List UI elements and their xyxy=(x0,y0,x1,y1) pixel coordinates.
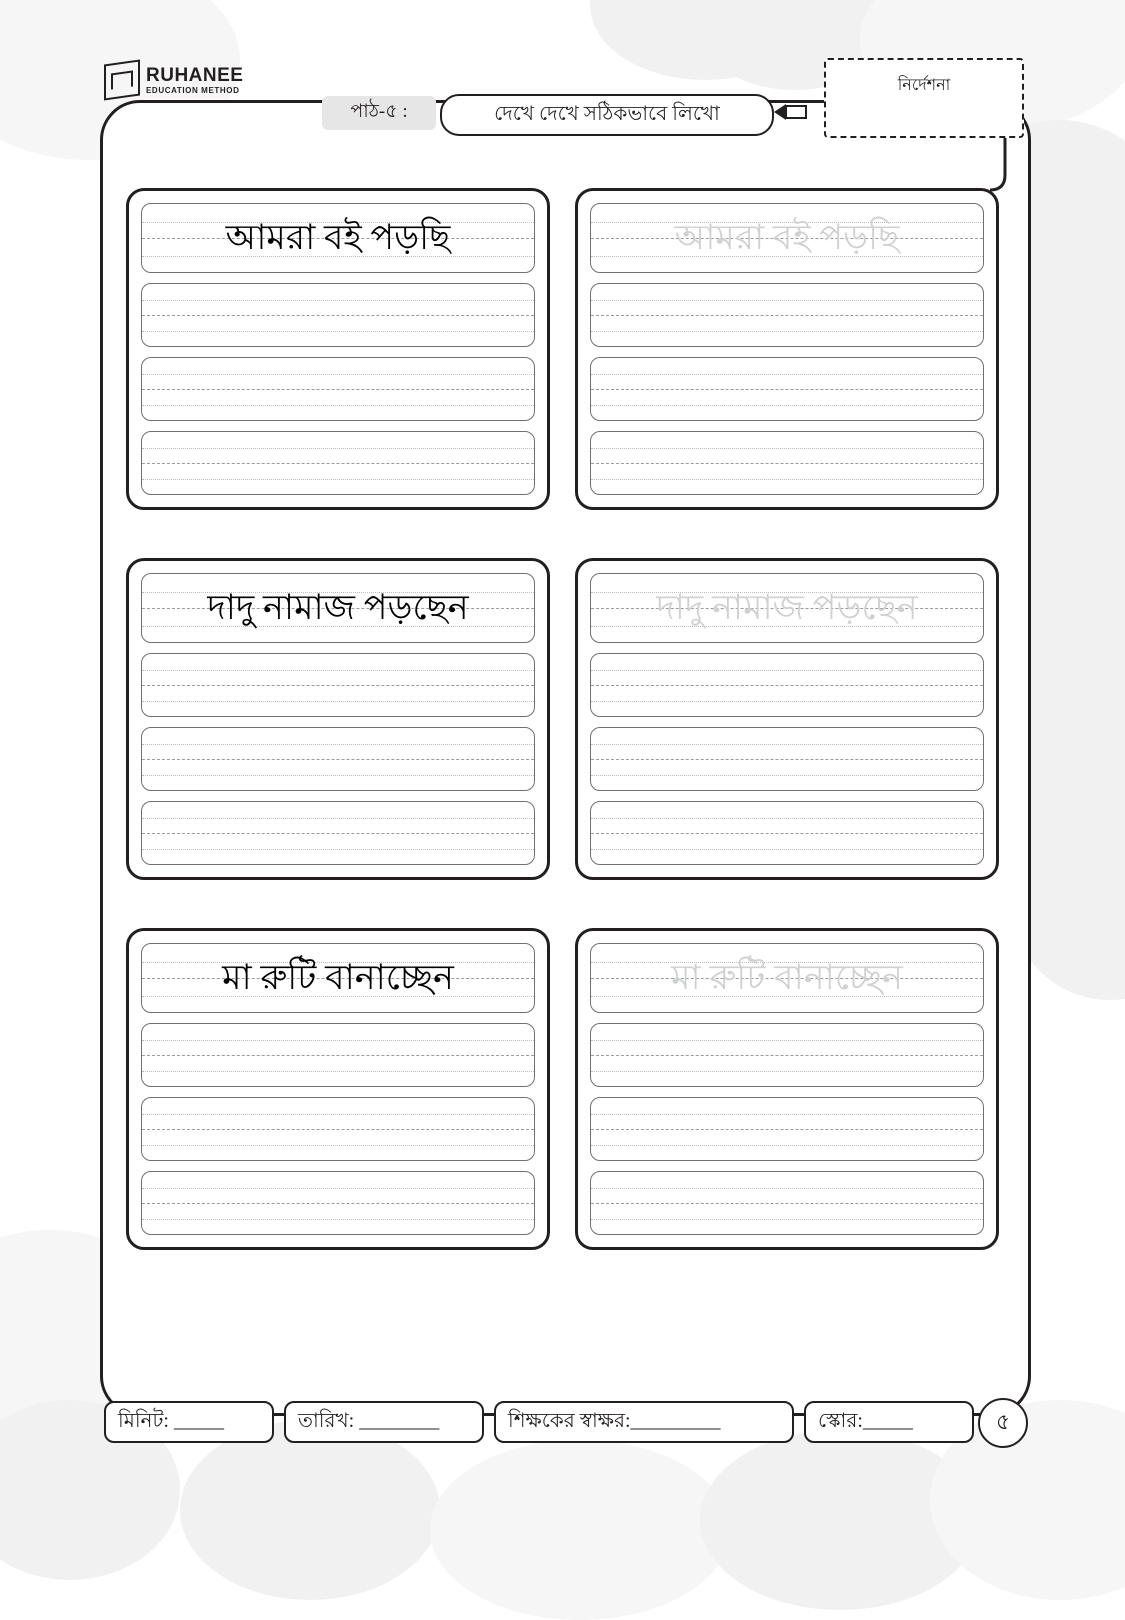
trace-text: মা রুটি বানাচ্ছেন xyxy=(671,957,903,997)
model-line xyxy=(141,943,535,1013)
teacher-signature-field[interactable]: শিক্ষকের স্বাক্ষর:_________ xyxy=(494,1401,794,1443)
model-line xyxy=(141,573,535,643)
worksheet-row xyxy=(126,558,999,880)
practice-line[interactable] xyxy=(590,357,984,421)
minute-field[interactable]: মিনিট: _____ xyxy=(104,1401,274,1443)
trace-line[interactable] xyxy=(590,943,984,1013)
practice-line[interactable] xyxy=(590,1171,984,1235)
practice-line[interactable] xyxy=(590,1023,984,1087)
practice-line[interactable] xyxy=(141,653,535,717)
model-line xyxy=(141,203,535,273)
practice-line[interactable] xyxy=(141,801,535,865)
date-field[interactable]: তারিখ: ________ xyxy=(284,1401,484,1443)
brand-logo xyxy=(104,62,243,98)
score-field[interactable]: স্কোর:_____ xyxy=(804,1401,974,1443)
practice-line[interactable] xyxy=(141,283,535,347)
trace-panel xyxy=(575,558,999,880)
model-text: আমরা বই পড়ছি xyxy=(225,217,451,257)
trace-panel xyxy=(575,928,999,1250)
trace-text: আমরা বই পড়ছি xyxy=(674,217,900,257)
practice-line[interactable] xyxy=(590,283,984,347)
practice-line[interactable] xyxy=(590,727,984,791)
pencil-icon xyxy=(772,99,812,125)
page-number: ৫ xyxy=(978,1398,1028,1448)
lesson-badge: পাঠ-৫ : xyxy=(322,96,436,130)
model-text: দাদু নামাজ পড়ছেন xyxy=(207,587,469,627)
practice-line[interactable] xyxy=(141,1023,535,1087)
trace-line[interactable] xyxy=(590,573,984,643)
practice-line[interactable] xyxy=(590,801,984,865)
trace-panel xyxy=(575,188,999,510)
practice-line[interactable] xyxy=(141,727,535,791)
trace-text: দাদু নামাজ পড়ছেন xyxy=(656,587,918,627)
model-panel xyxy=(126,188,550,510)
model-text: মা রুটি বানাচ্ছেন xyxy=(222,957,454,997)
worksheet-grid xyxy=(126,188,999,1298)
trace-line[interactable] xyxy=(590,203,984,273)
practice-line[interactable] xyxy=(590,1097,984,1161)
worksheet-row xyxy=(126,928,999,1250)
practice-line[interactable] xyxy=(141,1097,535,1161)
worksheet-footer xyxy=(104,1400,1019,1444)
practice-line[interactable] xyxy=(590,653,984,717)
book-monogram-icon xyxy=(104,59,140,100)
practice-line[interactable] xyxy=(141,1171,535,1235)
practice-line[interactable] xyxy=(141,357,535,421)
model-panel xyxy=(126,558,550,880)
brand-tagline: EDUCATION METHOD xyxy=(146,85,240,95)
page-title: দেখে দেখে সঠিকভাবে লিখো xyxy=(440,94,774,136)
worksheet-row xyxy=(126,188,999,510)
practice-line[interactable] xyxy=(590,431,984,495)
instruction-note: নির্দেশনা xyxy=(824,58,1024,138)
practice-line[interactable] xyxy=(141,431,535,495)
model-panel xyxy=(126,928,550,1250)
brand-name: RUHANEE xyxy=(146,64,244,86)
